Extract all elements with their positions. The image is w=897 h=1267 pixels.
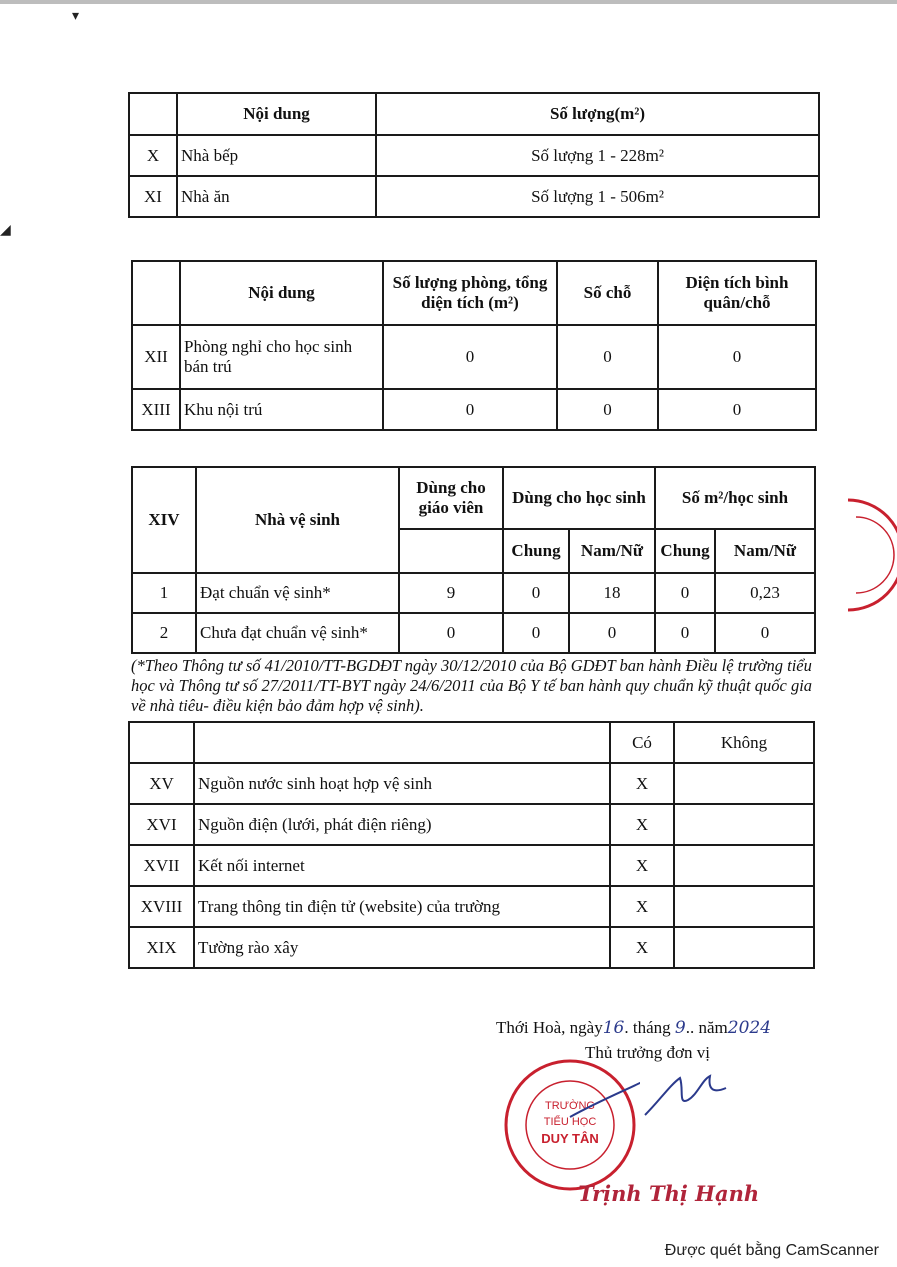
date-day: 16	[602, 1018, 625, 1038]
row-yes: X	[610, 886, 674, 927]
row-student-gender: 18	[569, 573, 655, 613]
row-m2-gender: 0	[715, 613, 815, 653]
table-row	[129, 927, 814, 968]
row-yes: X	[610, 927, 674, 968]
row-seats: 0	[557, 325, 658, 389]
table-row	[132, 325, 816, 389]
seal-edge-stamp	[838, 495, 897, 615]
row-teacher: 9	[399, 573, 503, 613]
header-content: Nội dung	[177, 93, 376, 135]
scan-mark-top: ▾	[72, 8, 80, 24]
row-yes: X	[610, 845, 674, 886]
sub-gender: Nam/Nữ	[569, 529, 655, 573]
header-blank	[132, 261, 180, 325]
date-line	[496, 1018, 771, 1038]
table-row	[129, 804, 814, 845]
row-name: Chưa đạt chuẩn vệ sinh*	[196, 613, 399, 653]
row-no	[674, 927, 814, 968]
row-number: XVI	[129, 804, 194, 845]
row-teacher: 0	[399, 613, 503, 653]
row-student-shared: 0	[503, 573, 569, 613]
date-place: Thới Hoà, ngày	[496, 1018, 603, 1037]
scan-top-border	[0, 0, 897, 4]
toilet-title: Nhà vệ sinh	[196, 467, 399, 573]
header-quantity: Số lượng(m²)	[376, 93, 819, 135]
row-no	[674, 886, 814, 927]
row-avg: 0	[658, 389, 816, 430]
row-name: Tường rào xây	[194, 927, 610, 968]
row-number: XIX	[129, 927, 194, 968]
header-blank	[194, 722, 610, 763]
header-avg: Diện tích bình quân/chỗ	[658, 261, 816, 325]
sub-shared: Chung	[503, 529, 569, 573]
footnote: (*Theo Thông tư số 41/2010/TT-BGDĐT ngày 30/12/2010 của Bộ GDĐT ban hành Điều lệ trường tiểu học và Thông tư số 27/2011/TT-BYT ngày 24/6/2011 của Bộ Y tế ban hành quy chuẩn kỹ thuật quốc gia về nhà tiêu- điều kiện bảo đảm hợp vệ sinh).	[131, 656, 813, 715]
header-seats: Số chỗ	[557, 261, 658, 325]
row-yes: X	[610, 804, 674, 845]
date-month: 9	[674, 1018, 686, 1038]
table-row	[132, 389, 816, 430]
row-number: XVII	[129, 845, 194, 886]
row-name: Nhà ăn	[177, 176, 376, 217]
row-name: Nguồn điện (lưới, phát điện riêng)	[194, 804, 610, 845]
row-name: Phòng nghỉ cho học sinh bán trú	[180, 325, 383, 389]
row-value: Số lượng 1 - 228m²	[376, 135, 819, 176]
header-no: Không	[674, 722, 814, 763]
handwritten-signature	[640, 1070, 730, 1120]
header-rooms: Số lượng phòng, tổng diện tích (m²)	[383, 261, 557, 325]
table-row	[132, 613, 815, 653]
row-no	[674, 763, 814, 804]
row-m2-gender: 0,23	[715, 573, 815, 613]
table-row	[129, 845, 814, 886]
signer-name: Trịnh Thị Hạnh	[578, 1181, 760, 1206]
table-row	[129, 763, 814, 804]
row-m2-shared: 0	[655, 573, 715, 613]
toilet-number: XIV	[132, 467, 196, 573]
row-name: Khu nội trú	[180, 389, 383, 430]
kitchen-dining-table	[128, 92, 820, 218]
header-yes: Có	[610, 722, 674, 763]
table-row	[129, 176, 819, 217]
row-number: XIII	[132, 389, 180, 430]
scanner-footer: Được quét bằng CamScanner	[664, 1242, 879, 1259]
signer-title: Thủ trưởng đơn vị	[585, 1043, 710, 1062]
row-name: Nguồn nước sinh hoạt hợp vệ sinh	[194, 763, 610, 804]
boarding-table	[131, 260, 817, 431]
row-avg: 0	[658, 325, 816, 389]
stamp-line-level: TIỂU HỌC	[543, 1116, 597, 1128]
row-value: Số lượng 1 - 506m²	[376, 176, 819, 217]
toilet-table	[131, 466, 816, 654]
date-year: 2024	[727, 1018, 772, 1038]
stamp-line-school: TRƯỜNG	[545, 1100, 595, 1112]
row-rooms: 0	[383, 325, 557, 389]
row-student-shared: 0	[503, 613, 569, 653]
table-row	[132, 573, 815, 613]
facilities-table	[128, 721, 815, 969]
header-blank	[399, 529, 503, 573]
table-row	[129, 135, 819, 176]
row-name: Đạt chuẩn vệ sinh*	[196, 573, 399, 613]
row-number: X	[129, 135, 177, 176]
row-number: 1	[132, 573, 196, 613]
date-month-label: . tháng	[624, 1018, 671, 1037]
school-seal-stamp	[500, 1055, 640, 1195]
table-row	[129, 886, 814, 927]
row-rooms: 0	[383, 389, 557, 430]
row-number: XVIII	[129, 886, 194, 927]
row-no	[674, 845, 814, 886]
header-blank	[129, 93, 177, 135]
sub-shared: Chung	[655, 529, 715, 573]
row-name: Kết nối internet	[194, 845, 610, 886]
row-number: 2	[132, 613, 196, 653]
row-yes: X	[610, 763, 674, 804]
row-number: XV	[129, 763, 194, 804]
row-number: XI	[129, 176, 177, 217]
row-name: Trang thông tin điện tử (website) của trường	[194, 886, 610, 927]
header-m2-per-student: Số m²/học sinh	[655, 467, 815, 529]
stamp-line-name: DUY TÂN	[541, 1131, 599, 1146]
row-seats: 0	[557, 389, 658, 430]
header-blank	[129, 722, 194, 763]
date-year-label: .. năm	[685, 1018, 728, 1037]
row-student-gender: 0	[569, 613, 655, 653]
header-content: Nội dung	[180, 261, 383, 325]
header-student: Dùng cho học sinh	[503, 467, 655, 529]
row-m2-shared: 0	[655, 613, 715, 653]
row-name: Nhà bếp	[177, 135, 376, 176]
row-no	[674, 804, 814, 845]
header-teacher: Dùng cho giáo viên	[399, 467, 503, 529]
sub-gender: Nam/Nữ	[715, 529, 815, 573]
row-number: XII	[132, 325, 180, 389]
scan-mark-left: ◢	[0, 222, 11, 238]
